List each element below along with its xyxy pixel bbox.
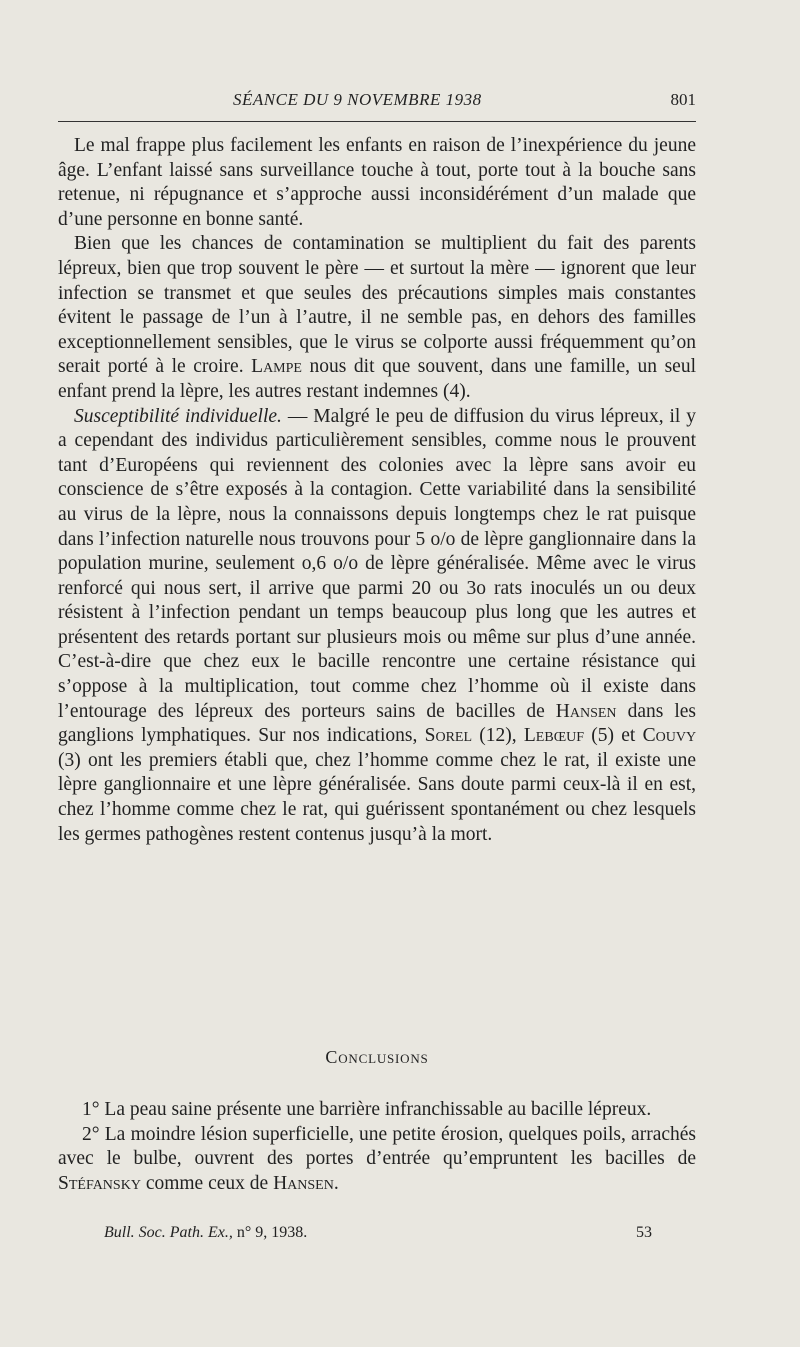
signature-mark: 53	[636, 1224, 652, 1241]
conclusion-2-text-b: comme ceux de	[145, 1172, 269, 1194]
conclusion-2-end: .	[333, 1172, 339, 1194]
conclusion-2-text-a: 2° La moindre lésion superficielle, une petite érosion, quelques poils, arrachés avec le bulbe, ouvrent des portes d’entrée qu’empruntent les bacilles de	[58, 1123, 696, 1170]
conclusions-list	[58, 1098, 696, 1196]
author-name-stefansky: Stéfansky	[58, 1172, 141, 1194]
conclusion-2	[58, 1123, 696, 1197]
conclusion-1	[58, 1098, 696, 1123]
paragraph-3-text-a: — Malgré le peu de diffusion du virus lépreux, il y a cependant des individus particulièrement sensibles, comme nous le prouvent tant d’Européens qui reviennent des colonies avec la lèpre sans avoir eu conscience de s’être exposés à la contagion. Cette variabilité dans la sensibilité au virus de la lèpre, nous la connaissons depuis longtemps chez le rat puisque dans l’infection naturelle nous trouvons pour 5 o/o de lèpre ganglionnaire dans la population murine, seulement o,6 o/o de lèpre généralisée. Même avec le virus renforcé qui nous sert, il arrive que parmi 20 ou 3o rats inoculés un ou deux résistent à l’infection pendant un temps beaucoup plus long que les autres et présentent des retards portant sur plusieurs mois ou même sur plus d’une année. C’est-à-dire que chez eux le bacille rencontre une certaine résistance qui s’oppose à la multiplication, tout comme chez l’homme où il existe dans l’entourage des lépreux des porteurs sains de bacilles de	[58, 405, 696, 722]
journal-reference	[104, 1224, 307, 1242]
conclusion-1-text: 1° La peau saine présente une barrière infranchissable au bacille lépreux.	[82, 1099, 652, 1120]
paragraph-2-text-b: nous dit que souvent, dans une famille, un seul enfant prend la lèpre, les autres restant indemnes (4).	[58, 356, 697, 402]
running-title: SÉANCE DU 9 NOVEMBRE 1938	[233, 90, 482, 109]
main-text	[58, 134, 696, 847]
paragraph-2-text-a: Bien que les chances de contamination se multiplient du fait des parents lépreux, bien que trop souvent le père — et surtout la mère — ignorent que leur infection se transmet et que seules des précautions simples mais constantes évitent le passage de l’un à l’autre, il ne semble pas, en dehors des familles exceptionnellement sensibles, que le virus se colporte aussi fréquemment qu’on serait porté à le croire.	[58, 233, 696, 378]
journal-issue: n° 9, 1938.	[236, 1224, 308, 1241]
author-name-hansen-2: Hansen	[273, 1172, 334, 1194]
paragraph-1	[58, 134, 696, 232]
conclusions-heading: Conclusions	[325, 1047, 429, 1067]
paragraph-3-text-d: (5) et	[591, 725, 636, 747]
page-number: 801	[670, 90, 696, 109]
section-subheading: Susceptibilité individuelle.	[74, 405, 282, 427]
paragraph-1-text: Le mal frappe plus facilement les enfants en raison de l’inexpérience du jeune âge. L’enfant laissé sans surveillance touche à tout, porte tout à la bouche sans retenue, ni répugnance et s’approche aussi inconsidérément d’un malade que d’une personne en bonne santé.	[58, 135, 696, 230]
paragraph-3	[58, 405, 696, 848]
page-footer	[104, 1224, 664, 1248]
author-name-couvy: Couvy	[642, 725, 697, 747]
paragraph-3-text-b: dans les ganglions lymphatiques. Sur nos indications,	[58, 700, 697, 747]
author-name-sorel: Sorel	[424, 725, 473, 747]
paragraph-2	[58, 232, 696, 404]
journal-name: Bull. Soc. Path. Ex.,	[104, 1224, 233, 1241]
author-name-leboeuf: Lebœuf	[523, 725, 585, 747]
paragraph-3-text-e: (3) ont les premiers établi que, chez l’homme comme chez le rat, il existe une lèpre ganglionnaire et une lèpre généralisée. Sans doute parmi ceux-là il en est, chez l’homme comme chez le rat, qui guérissent spontanément ou chez lesquels les germes pathogènes restent contenus jusqu’à la mort.	[58, 749, 696, 845]
paragraph-3-text-c: (12),	[479, 725, 517, 747]
author-name-lampe: Lampe	[251, 356, 302, 378]
author-name-hansen: Hansen	[555, 700, 617, 722]
header-rule	[58, 121, 696, 122]
running-head	[58, 90, 696, 114]
